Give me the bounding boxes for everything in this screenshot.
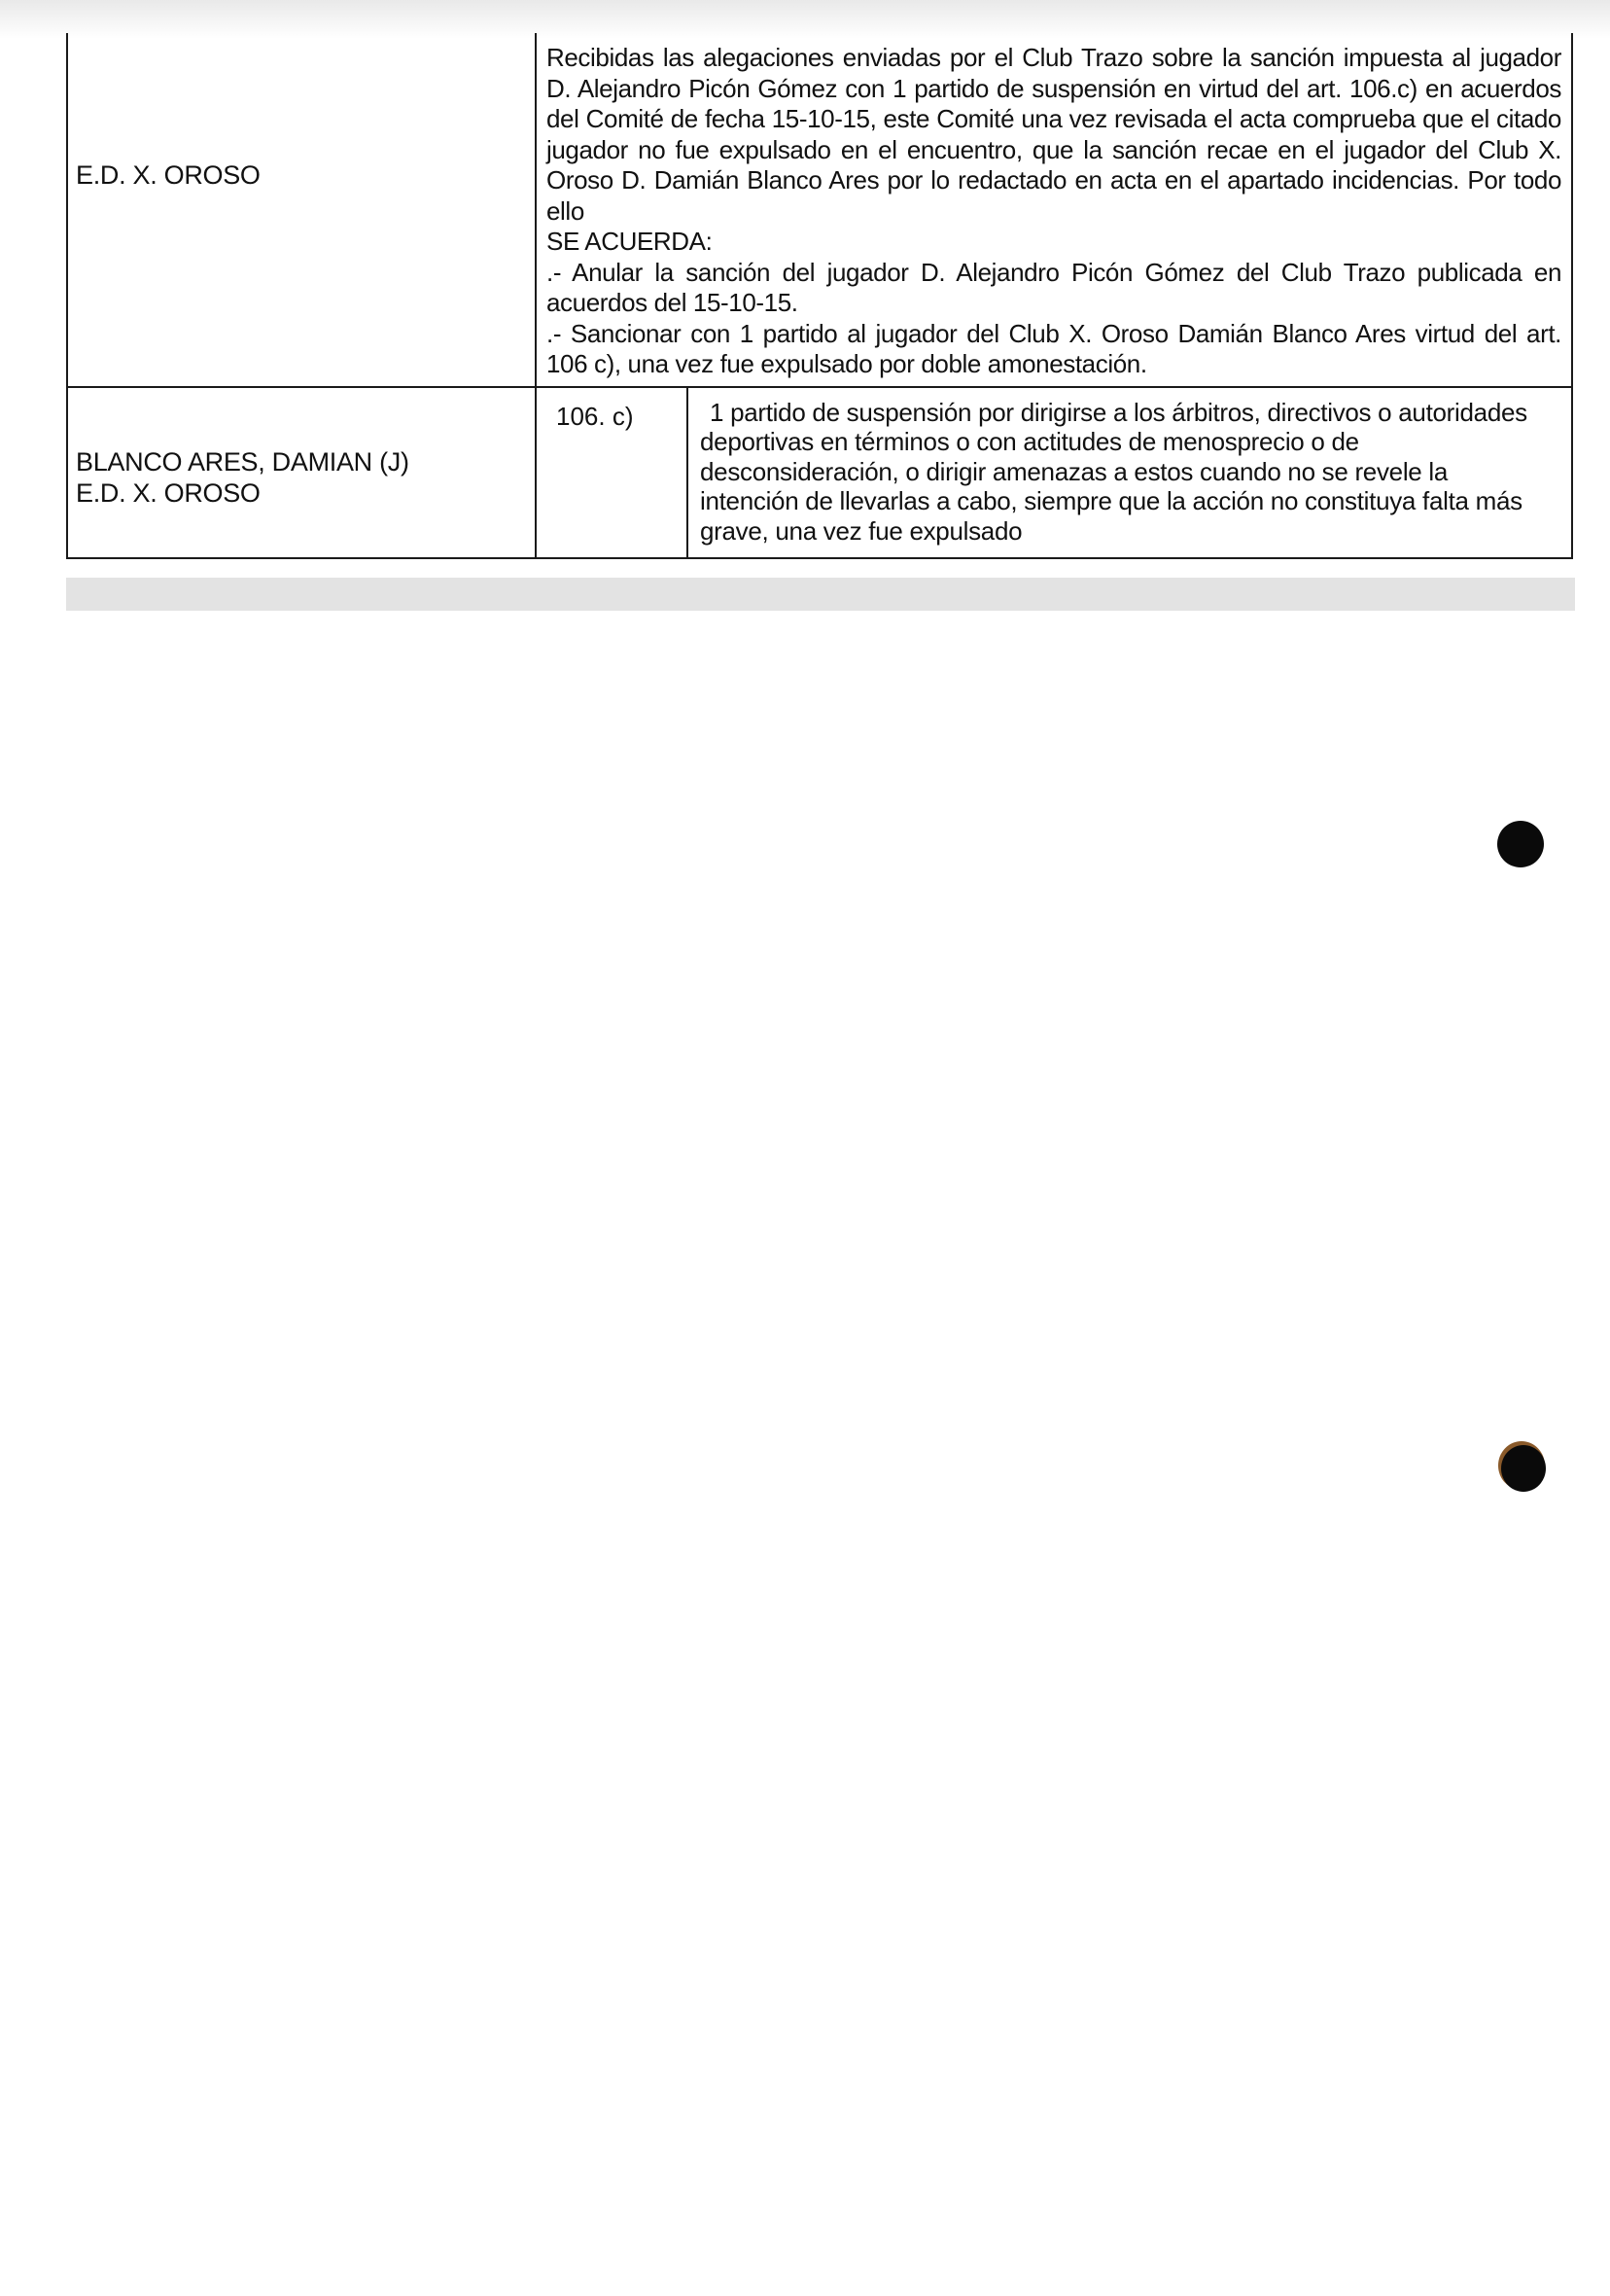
sanction-description [687,388,1571,557]
article-code: 106. c) [537,388,687,557]
table-row [67,387,1572,558]
scan-shadow-band [66,578,1575,611]
sanction-cell [536,387,1572,558]
resolution-paragraph: Recibidas las alegaciones enviadas por el Club Trazo sobre la sanción impuesta al jugador D. Alejandro Picón Gómez con 1 partido de suspensión en virtud del art. 106.c) en acuerdos del Comité de fecha 15-10-15, este Comité una vez revisada el acta comprueba que el citado jugador no fue expulsado en el encuentro, que la sanción recae en el jugador del Club X. Oroso D. Damián Blanco Ares por lo redactado en acta en el apartado incidencias. Por todo ello [546,43,1561,226]
resolution-heading: SE ACUERDA: [546,227,713,256]
punch-hole-icon [1497,821,1544,867]
table-row [67,33,1572,387]
team-name: E.D. X. OROSO [76,477,261,508]
player-cell [67,387,536,558]
resolution-cell [536,33,1572,387]
punch-hole-icon [1501,1445,1546,1492]
player-name: BLANCO ARES, DAMIAN (J) [76,446,409,477]
sanction-description-text: 1 partido de suspensión por dirigirse a los árbitros, directivos o autoridades deportivas en términos o con actitudes de menosprecio o de desconsideración, o dirigir amenazas a estos cuando no se revele la intención de llevarlas a cabo, siempre que la acción no constituya falta más grave, una vez fue expulsado [700,397,1527,546]
resolution-item: .- Sancionar con 1 partido al jugador del Club X. Oroso Damián Blanco Ares virtud del art. 106 c), una vez fue expulsado por doble amonestación. [546,318,1561,378]
resolution-item: .- Anular la sanción del jugador D. Alejandro Picón Gómez del Club Trazo publicada en acuerdos del 15-10-15. [546,257,1561,317]
team-cell [67,33,536,387]
sanctions-table [66,33,1573,559]
team-name: E.D. X. OROSO [76,160,261,190]
sanction-detail-table [537,388,1571,557]
